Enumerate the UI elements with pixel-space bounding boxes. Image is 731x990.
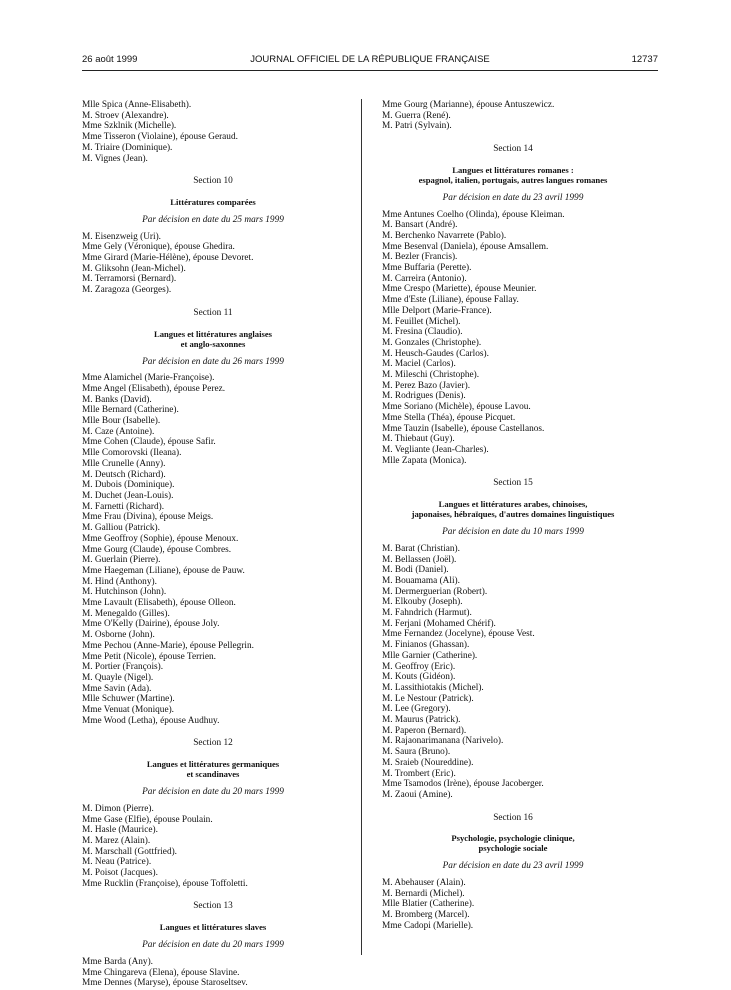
section-title <box>382 833 644 853</box>
name-entry: M. Finianos (Ghassan). <box>382 640 470 651</box>
name-entry: M. Osborne (John). <box>82 630 155 641</box>
left-column <box>82 100 344 989</box>
name-entry: M. Farnetti (Richard). <box>82 501 165 512</box>
section-title <box>82 329 344 349</box>
name-entry: M. Paperon (Bernard). <box>382 725 467 736</box>
name-entry: Mme Soriano (Michèle), épouse Lavou. <box>382 402 531 413</box>
section-s12 <box>82 738 344 889</box>
name-entry: M. Perez Bazo (Javier). <box>382 380 471 391</box>
name-entry: Mme Girard (Marie-Hélène), épouse Devoret. <box>82 253 254 264</box>
section-title <box>382 499 644 519</box>
name-entry: Mme Wood (Letha), épouse Audhuy. <box>82 715 220 726</box>
section-label: Section 14 <box>493 144 533 155</box>
name-entry: M. Elkouby (Joseph). <box>382 597 463 608</box>
name-entry: M. Maurus (Patrick). <box>382 715 461 726</box>
name-entry: M. Ferjani (Mohamed Chérif). <box>382 618 496 629</box>
name-entry: M. Fahndrich (Harmut). <box>382 608 472 619</box>
name-entry: Mlle Delport (Marie-France). <box>382 305 492 316</box>
decision-date: Par décision en date du 26 mars 1999 <box>142 356 284 367</box>
name-entry: M. Dubois (Dominique). <box>82 480 175 491</box>
name-entry: M. Hind (Anthony). <box>82 576 157 587</box>
name-entry: Mme Fernandez (Jocelyne), épouse Vest. <box>382 629 535 640</box>
name-entry: Mme Lavault (Elisabeth), épouse Olleon. <box>82 598 236 609</box>
section-title <box>82 759 344 779</box>
column-divider <box>361 99 362 955</box>
name-entry: M. Marez (Alain). <box>82 835 151 846</box>
name-entry: Mlle Garnier (Catherine). <box>382 650 478 661</box>
decision-date: Par décision en date du 23 avril 1999 <box>442 192 584 203</box>
right-column <box>382 100 644 932</box>
section-title <box>82 922 344 932</box>
section-title-line: et anglo-saxonnes <box>180 338 246 349</box>
section-title-line: Langues et littératures anglaises <box>154 328 272 339</box>
decision-date: Par décision en date du 25 mars 1999 <box>142 214 284 225</box>
name-entry: Mlle Comorovski (Ileana). <box>82 448 182 459</box>
name-entry: Mlle Zapata (Monica). <box>382 455 467 466</box>
name-entry: M. Kouts (Gidéon). <box>382 672 456 683</box>
section-title-line: psychologie sociale <box>478 843 548 854</box>
name-entry: Mme Venuat (Monique). <box>82 705 175 716</box>
name-entry: M. Hutchinson (John). <box>82 587 167 598</box>
name-entry: M. Vignes (Jean). <box>82 153 148 164</box>
name-entry: Mme Alamichel (Marie-Françoise). <box>82 373 215 384</box>
section-title-line: Langues et littératures arabes, chinoises, <box>438 499 588 510</box>
name-entry: Mme Petit (Nicole), épouse Terrien. <box>82 651 216 662</box>
name-entry: Mme Crespo (Mariette), épouse Meunier. <box>382 284 537 295</box>
section-label: Section 13 <box>193 901 233 912</box>
name-entry: Mme Frau (Divina), épouse Meigs. <box>82 512 214 523</box>
name-entry: M. Vegliante (Jean-Charles). <box>382 444 489 455</box>
name-entry: M. Bezler (Francis). <box>382 252 458 263</box>
name-entry: M. Banks (David). <box>82 394 152 405</box>
name-entry: M. Bouamama (Ali). <box>382 575 460 586</box>
name-entry: M. Terramorsi (Bernard). <box>82 274 177 285</box>
decision-date: Par décision en date du 20 mars 1999 <box>142 940 284 951</box>
name-entry: M. Dermerguerian (Robert). <box>382 586 488 597</box>
name-entry: Mme Tsamodos (Irène), épouse Jacoberger. <box>382 779 544 790</box>
name-entry: Mme Besenval (Daniela), épouse Amsallem. <box>382 241 549 252</box>
name-entry: M. Dimon (Pierre). <box>82 803 154 814</box>
name-entry: M. Carreira (Antonio). <box>382 273 467 284</box>
name-entry: M. Rodrigues (Denis). <box>382 391 466 402</box>
name-entry: Mme Buffaria (Perette). <box>382 263 472 274</box>
name-entry: Mme Chingareva (Elena), épouse Slavine. <box>82 967 240 978</box>
name-entry: M. Fresina (Claudio). <box>382 327 463 338</box>
issue-date: 26 août 1999 <box>82 54 138 65</box>
header-rule <box>82 70 658 71</box>
name-entry: M. Bromberg (Marcel). <box>382 910 470 921</box>
name-entry: Mme Angel (Elisabeth), épouse Perez. <box>82 383 226 394</box>
section-label: Section 10 <box>193 176 233 187</box>
section-s11 <box>82 308 344 727</box>
name-entry: M. Lassithiotakis (Michel). <box>382 682 484 693</box>
name-entry: M. Gonzales (Christophe). <box>382 337 482 348</box>
name-entry: M. Portier (François). <box>82 662 164 673</box>
name-entry: Mme Szklnik (Michelle). <box>82 121 177 132</box>
name-entry: M. Saura (Bruno). <box>382 747 451 758</box>
name-entry: M. Feuillet (Michel). <box>382 316 461 327</box>
section-s10 <box>82 176 344 296</box>
name-entry: M. Zaragoza (Georges). <box>82 285 172 296</box>
name-entry: Mme Dennes (Maryse), épouse Staroseltsev. <box>82 978 248 989</box>
section-title-line: japonaises, hébraïques, d'autres domaines linguistiques <box>411 509 615 520</box>
name-entry: Mlle Blatier (Catherine). <box>382 899 475 910</box>
name-entry: Mme Antunes Coelho (Olinda), épouse Kleiman. <box>382 209 565 220</box>
name-entry: M. Duchet (Jean-Louis). <box>82 490 174 501</box>
name-entry: M. Galliou (Patrick). <box>82 523 160 534</box>
name-entry: M. Maciel (Carlos). <box>382 359 456 370</box>
name-entry: M. Quayle (Nigel). <box>82 672 154 683</box>
name-entry: Mme Barda (Any). <box>82 956 153 967</box>
name-entry: M. Deutsch (Richard). <box>82 469 166 480</box>
name-entry: Mme Savin (Ada). <box>82 683 152 694</box>
name-entry: Mme d'Este (Liliane), épouse Fallay. <box>382 295 519 306</box>
name-entry: Mlle Crunelle (Anny). <box>82 458 166 469</box>
name-entry: M. Thiebaut (Guy). <box>382 434 455 445</box>
name-entry: Mlle Schuwer (Martine). <box>82 694 175 705</box>
name-entry: M. Zaoui (Amine). <box>382 789 453 800</box>
name-entry: Mme Gely (Véronique), épouse Ghedira. <box>82 242 235 253</box>
name-entry: Mme Pechou (Anne-Marie), épouse Pellegrin. <box>82 640 254 651</box>
section-s14 <box>382 144 644 466</box>
name-entry: M. Bernardi (Michel). <box>382 888 465 899</box>
section-label: Section 12 <box>193 738 233 749</box>
section-label: Section 11 <box>193 307 233 318</box>
section-title-line: Littératures comparées <box>170 196 256 207</box>
section-title-line: Langues et littératures germaniques <box>146 759 280 770</box>
name-entry: M. Guerra (René). <box>382 110 451 121</box>
name-entry: M. Heusch-Gaudes (Carlos). <box>382 348 489 359</box>
section-label: Section 15 <box>493 478 533 489</box>
section-title <box>382 165 644 185</box>
name-entry: M. Caze (Antoine). <box>82 426 155 437</box>
name-entry: M. Triaire (Dominique). <box>82 142 173 153</box>
name-entry: M. Sraieb (Noureddine). <box>382 757 474 768</box>
name-entry: M. Barat (Christian). <box>382 543 460 554</box>
section-s15 <box>382 478 644 800</box>
name-entry: Mme Tauzin (Isabelle), épouse Castellanos. <box>382 423 545 434</box>
name-entry: Mme Gourg (Marianne), épouse Antuszewicz. <box>382 100 555 110</box>
name-entry: M. Menegaldo (Gilles). <box>82 608 170 619</box>
name-entry: M. Patri (Sylvain). <box>382 121 452 132</box>
name-entry: M. Gliksohn (Jean-Michel). <box>82 263 186 274</box>
name-entry: M. Le Nestour (Patrick). <box>382 693 474 704</box>
name-entry: M. Eisenzweig (Uri). <box>82 231 162 242</box>
decision-date: Par décision en date du 23 avril 1999 <box>442 861 584 872</box>
name-entry: Mlle Bernard (Catherine). <box>82 405 179 416</box>
section-title-line: Langues et littératures romanes : <box>452 164 574 175</box>
name-entry: M. Poisot (Jacques). <box>82 868 158 879</box>
name-entry: Mme Haegeman (Liliane), épouse de Pauw. <box>82 565 245 576</box>
name-entry: Mme Geoffroy (Sophie), épouse Menoux. <box>82 533 239 544</box>
section-title <box>82 197 344 207</box>
name-entry: Mme Cohen (Claude), épouse Safir. <box>82 437 216 448</box>
name-entry: Mme Gase (Elfie), épouse Poulain. <box>82 814 213 825</box>
section-label: Section 16 <box>493 812 533 823</box>
name-entry: M. Abehauser (Alain). <box>382 878 466 889</box>
name-entry: Mme Stella (Théa), épouse Picquet. <box>382 412 516 423</box>
section-title-line: et scandinaves <box>186 769 240 780</box>
name-entry: Mme Gourg (Claude), épouse Combres. <box>82 544 232 555</box>
name-entry: M. Rajaonarimanana (Narivelo). <box>382 736 504 747</box>
name-entry: Mlle Bour (Isabelle). <box>82 416 161 427</box>
section-s16 <box>382 813 644 932</box>
decision-date: Par décision en date du 10 mars 1999 <box>442 527 584 538</box>
name-entry: Mlle Spica (Anne-Elisabeth). <box>82 100 192 110</box>
name-entry: M. Trombert (Eric). <box>382 768 456 779</box>
name-entry: M. Bellassen (Joël). <box>382 554 457 565</box>
name-entry: M. Neau (Patrice). <box>82 857 152 868</box>
name-entry: M. Geoffroy (Eric). <box>382 661 456 672</box>
name-entry: Mme Cadopi (Marielle). <box>382 920 474 931</box>
name-entry: Mme Rucklin (Françoise), épouse Toffoletti. <box>82 878 248 889</box>
name-entry: M. Marschall (Gottfried). <box>82 846 178 857</box>
name-entry: M. Guerlain (Pierre). <box>82 555 161 566</box>
name-entry: M. Mileschi (Christophe). <box>382 370 480 381</box>
page-header <box>82 54 658 68</box>
page-number: 12737 <box>631 54 658 65</box>
journal-title: JOURNAL OFFICIEL DE LA RÉPUBLIQUE FRANÇAISE <box>250 54 490 65</box>
decision-date: Par décision en date du 20 mars 1999 <box>142 787 284 798</box>
name-entry: Mme O'Kelly (Dairine), épouse Joly. <box>82 619 220 630</box>
name-entry: Mme Tisseron (Violaine), épouse Geraud. <box>82 132 238 143</box>
name-entry: M. Hasle (Maurice). <box>82 825 158 836</box>
section-s13 <box>82 901 344 989</box>
name-entry: M. Bodi (Daniel). <box>382 565 449 576</box>
name-entry: M. Stroev (Alexandre). <box>82 110 169 121</box>
section-title-line: espagnol, italien, portugais, autres langues romanes <box>418 174 608 185</box>
name-entry: M. Bansart (André). <box>382 220 458 231</box>
section-title-line: Langues et littératures slaves <box>159 922 267 933</box>
name-entry: M. Berchenko Navarrete (Pablo). <box>382 230 507 241</box>
section-title-line: Psychologie, psychologie clinique, <box>451 833 575 844</box>
name-entry: M. Lee (Gregory). <box>382 704 451 715</box>
